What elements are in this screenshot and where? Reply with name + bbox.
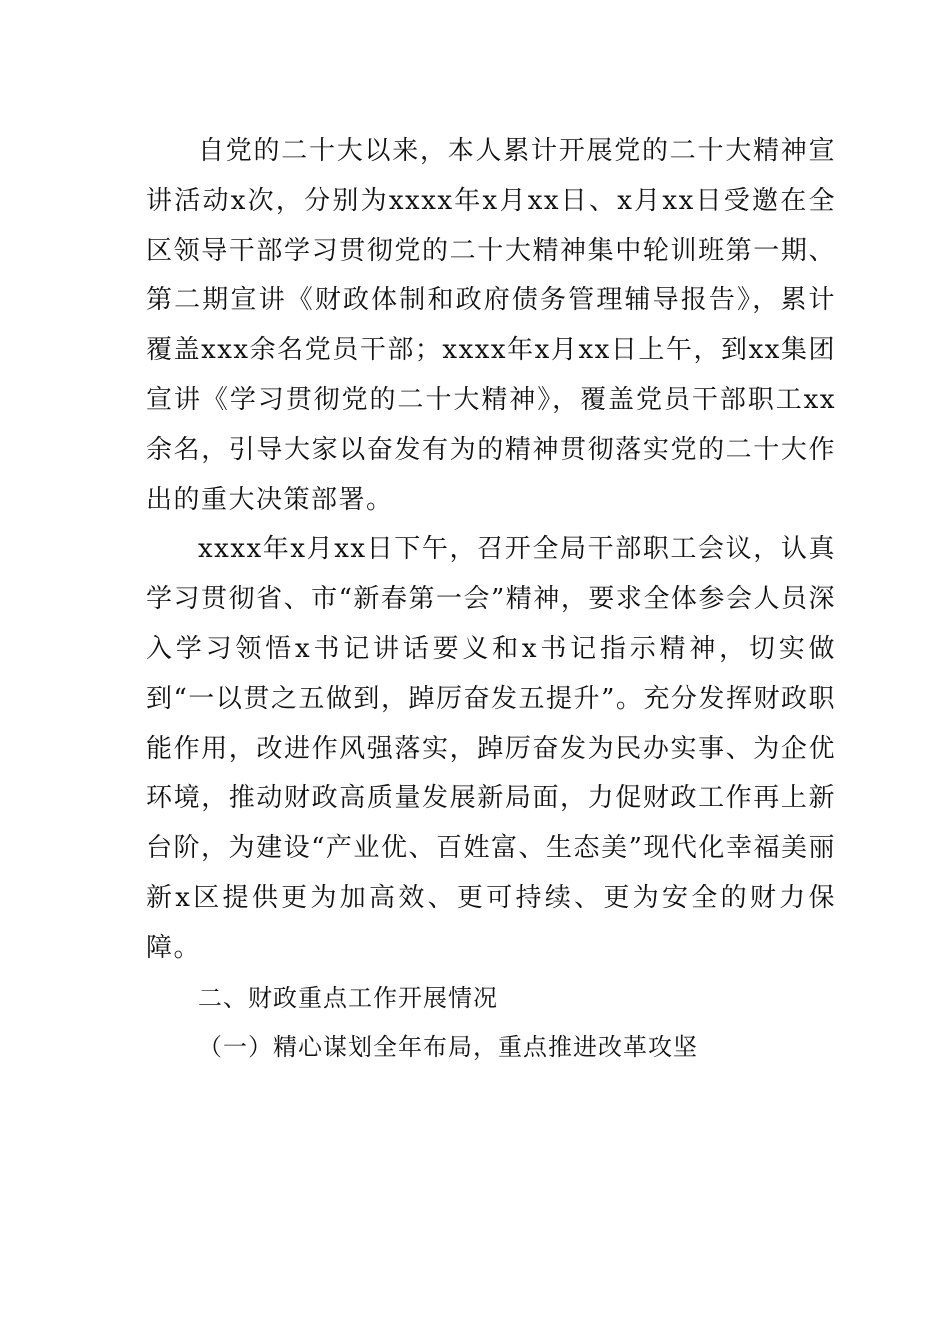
document-body [146,127,836,1073]
paragraph-propaganda-activities: 自党的二十大以来，本人累计开展党的二十大精神宣讲活动x次，分别为xxxx年x月xx日、x月xx日受邀在全区领导干部学习贯彻党的二十大精神集中轮训班第一期、第二期宣讲《财政体制和政府债务管理辅导报告》，累计覆盖xxx余名党员干部；xxxx年x月xx日上午，到xx集团宣讲《学习贯彻党的二十大精神》，覆盖党员干部职工xx余名，引导大家以奋发有为的精神贯彻落实党的二十大作出的重大决策部署。 [146,136,836,515]
section-heading: 二、财政重点工作开展情况 [198,983,498,1012]
paragraph-staff-meeting: xxxx年x月xx日下午，召开全局干部职工会议，认真学习贯彻省、市“新春第一会”精神，要求全体参会人员深入学习领悟x书记讲话要义和x书记指示精神，切实做到“一以贯之五做到，踔厉奋发五提升”。充分发挥财政职能作用，改进作风强落实，踔厉奋发为民办实事、为企优环境，推动财政高质量发展新局面，力促财政工作再上新台阶，为建设“产业优、百姓富、生态美”现代化幸福美丽新x区提供更为加高效、更可持续、更为安全的财力保障。 [146,534,836,963]
subsection-heading: （一）精心谋划全年布局，重点推进改革攻坚 [198,1033,698,1062]
